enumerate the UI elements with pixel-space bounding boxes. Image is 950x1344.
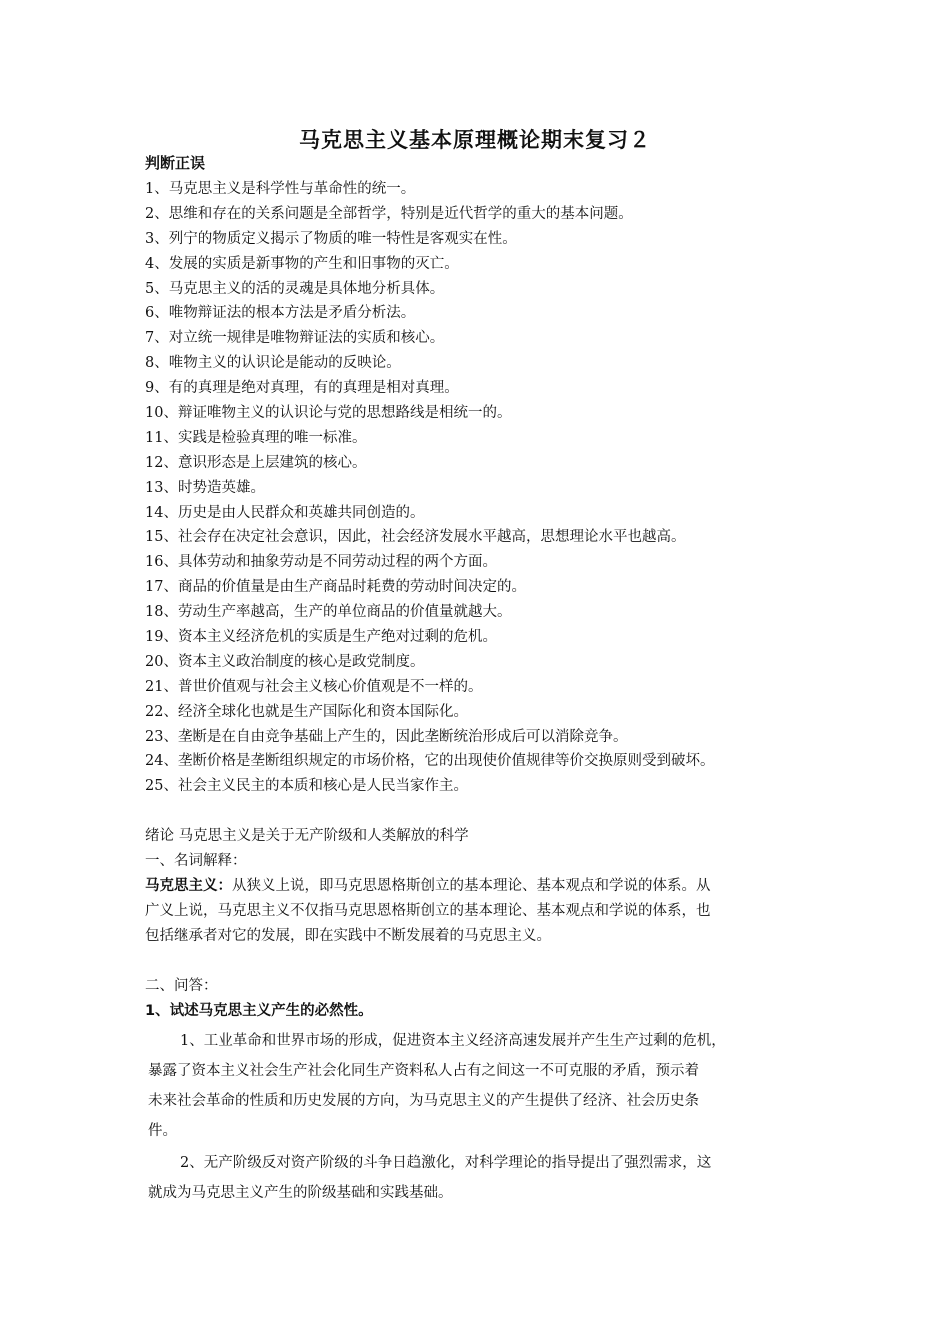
terms-heading: 一、名词解释： [145, 853, 247, 869]
term-definition-line [145, 874, 711, 895]
list-item: 3、列宁的物质定义揭示了物质的唯一特性是客观实在性。 [145, 230, 517, 247]
list-item: 14、历史是由人民群众和英雄共同创造的。 [145, 504, 425, 521]
list-item: 18、劳动生产率越高，生产的单位商品的价值量就越大。 [145, 604, 512, 621]
answer-paragraph-line: 未来社会革命的性质和历史发展的方向，为马克思主义的产生提供了经济、社会历史条 [148, 1093, 699, 1109]
list-item: 1、马克思主义是科学性与革命性的统一。 [145, 181, 416, 197]
answer-paragraph-line: 件。 [148, 1123, 177, 1139]
list-item: 17、商品的价值量是由生产商品时耗费的劳动时间决定的。 [145, 579, 526, 596]
list-item: 4、发展的实质是新事物的产生和旧事物的灭亡。 [145, 255, 459, 272]
list-item: 5、马克思主义的活的灵魂是具体地分析具体。 [145, 280, 445, 297]
list-item: 16、具体劳动和抽象劳动是不同劳动过程的两个方面。 [145, 554, 497, 571]
list-item: 11、实践是检验真理的唯一标准。 [145, 429, 367, 446]
answer-paragraph-line: 1、工业革命和世界市场的形成，促进资本主义经济高速发展并产生生产过剩的危机， [180, 1033, 726, 1049]
list-item: 8、唯物主义的认识论是能动的反映论。 [145, 355, 401, 372]
section-heading-true-false: 判断正误 [145, 154, 206, 172]
list-item: 19、资本主义经济危机的实质是生产绝对过剩的危机。 [145, 629, 497, 646]
list-item: 25、社会主义民主的本质和核心是人民当家作主。 [145, 778, 468, 795]
list-item: 2、思维和存在的关系问题是全部哲学，特别是近代哲学的重大的基本问题。 [145, 205, 633, 222]
list-item: 15、社会存在决定社会意识，因此，社会经济发展水平越高，思想理论水平也越高。 [145, 529, 686, 546]
term-definition-line: 包括继承者对它的发展，即在实践中不断发展着的马克思主义。 [145, 928, 551, 944]
answer-paragraph-line: 就成为马克思主义产生的阶级基础和实践基础。 [148, 1185, 453, 1201]
list-item: 21、普世价值观与社会主义核心价值观是不一样的。 [145, 678, 483, 695]
document-title: 马克思主义基本原理概论期末复习２ [299, 128, 651, 152]
term-definition-line: 广义上说，马克思主义不仅指马克思恩格斯创立的基本理论、基本观点和学说的体系，也 [145, 903, 711, 919]
true-false-list [145, 177, 714, 799]
list-item: 12、意识形态是上层建筑的核心。 [145, 454, 367, 471]
list-item: 24、垄断价格是垄断组织规定的市场价格，它的出现使价值规律等价交换原则受到破坏。 [145, 753, 715, 770]
list-item: 22、经济全球化也就是生产国际化和资本国际化。 [145, 703, 468, 720]
answer-paragraph-line: 2、无产阶级反对资产阶级的斗争日趋激化，对科学理论的指导提出了强烈需求，这 [180, 1155, 712, 1171]
list-item: 13、时势造英雄。 [145, 479, 265, 496]
term-name: 马克思主义： [145, 878, 232, 894]
term-text: 从狭义上说，即马克思恩格斯创立的基本理论、基本观点和学说的体系。从 [232, 878, 711, 894]
list-item: 10、辩证唯物主义的认识论与党的思想路线是相统一的。 [145, 405, 512, 422]
list-item: 23、垄断是在自由竞争基础上产生的，因此垄断统治形成后可以消除竞争。 [145, 728, 628, 745]
answer-paragraph-line: 暴露了资本主义社会生产社会化同生产资料私人占有之间这一不可克服的矛盾，预示着 [148, 1063, 699, 1079]
qa-heading: 二、问答： [145, 978, 218, 994]
list-item: 6、唯物辩证法的根本方法是矛盾分析法。 [145, 305, 416, 322]
list-item: 20、资本主义政治制度的核心是政党制度。 [145, 653, 425, 670]
list-item: 9、有的真理是绝对真理，有的真理是相对真理。 [145, 380, 459, 397]
chapter-heading: 绪论 马克思主义是关于无产阶级和人类解放的科学 [145, 828, 469, 844]
list-item: 7、对立统一规律是唯物辩证法的实质和核心。 [145, 330, 445, 347]
question-title: 1、试述马克思主义产生的必然性。 [145, 1003, 373, 1019]
